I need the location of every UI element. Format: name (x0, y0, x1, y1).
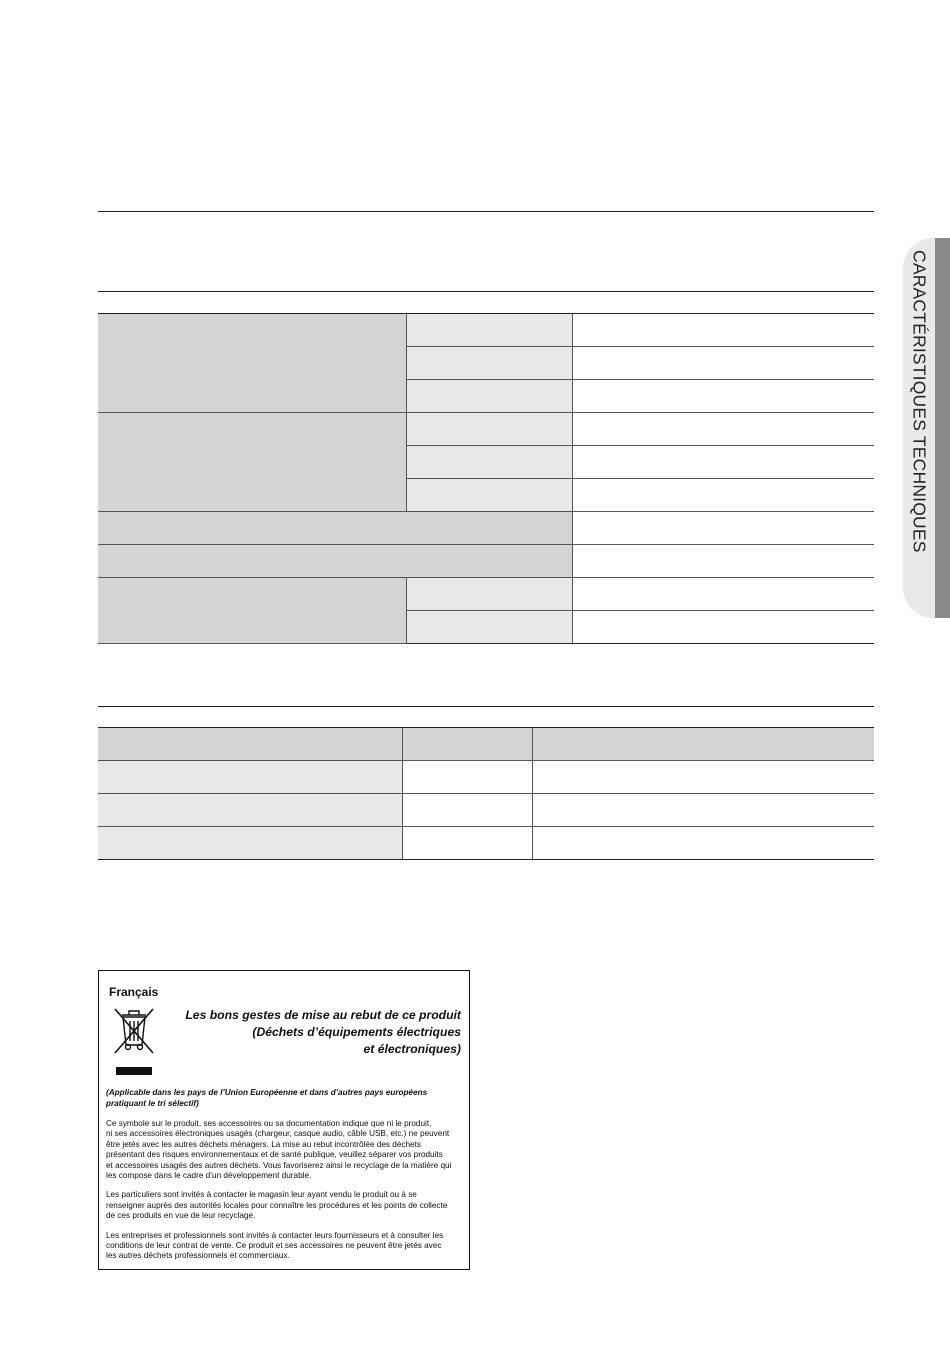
value-cell (572, 380, 874, 413)
group-cell (98, 413, 406, 512)
label-cell (98, 512, 572, 545)
label-cell (406, 578, 572, 611)
weee-language: Français (109, 985, 159, 999)
weee-paragraph: Les entreprises et professionnels sont invités à contacter leurs fournisseurs et à consulter les conditions de leur contrat de vente. Ce produit et ses accessoires ne peuvent être jetés avec les autres déchets professionnels et commerciaux. (106, 1230, 444, 1261)
section-rule-1 (98, 291, 874, 292)
label-cell (406, 479, 572, 512)
value-cell (572, 578, 874, 611)
table-row (98, 761, 874, 794)
value-cell (402, 794, 532, 827)
spec-table-1 (98, 313, 874, 644)
weee-header (106, 1003, 465, 1085)
label-cell (406, 314, 572, 347)
header-cell (402, 728, 532, 761)
value-cell (572, 479, 874, 512)
value-cell (402, 761, 532, 794)
header-cell (532, 728, 874, 761)
value-cell (402, 827, 532, 860)
value-cell (532, 827, 874, 860)
label-cell (406, 347, 572, 380)
weee-title: Les bons gestes de mise au rebut de ce produit (Déchets d’équipements électriques et électroniques) (185, 1008, 461, 1056)
label-cell (406, 611, 572, 644)
value-cell (532, 761, 874, 794)
section-tab-bar (935, 238, 950, 618)
label-cell (406, 413, 572, 446)
table-row (98, 827, 874, 860)
table-row (98, 413, 874, 446)
weee-paragraph: Ce symbole sur le produit, ses accessoires ou sa documentation indique que ni le produit, ni ses accessoires électroniques usagés (chargeur, casque audio, câble USB, etc.) ne peuvent être jetés avec les autres déchets ménagers. La mise au rebut incontrôlée des déchets présentant des risques environnementaux et de santé publique, veuillez séparer vos produits et accessoires usagés des autres déchets. Vous favoriserez ainsi le recyclage de la matière qui les compose dans le cadre d’un développement durable. (106, 1119, 452, 1181)
spec-table-2 (98, 727, 874, 860)
top-rule (98, 211, 874, 212)
table-header-row (98, 728, 874, 761)
label-cell (98, 761, 402, 794)
section-rule-2 (98, 706, 874, 707)
table-row (98, 545, 874, 578)
weee-notice (98, 970, 470, 1270)
crossed-bin-icon (112, 1005, 156, 1081)
value-cell (572, 545, 874, 578)
label-cell (98, 794, 402, 827)
value-cell (572, 347, 874, 380)
label-cell (406, 446, 572, 479)
table-row (98, 578, 874, 611)
group-cell (98, 578, 406, 644)
value-cell (572, 611, 874, 644)
value-cell (572, 446, 874, 479)
value-cell (572, 413, 874, 446)
value-cell (572, 512, 874, 545)
label-cell (406, 380, 572, 413)
table-row (98, 512, 874, 545)
table-row (98, 314, 874, 347)
label-cell (98, 545, 572, 578)
table-row (98, 794, 874, 827)
section-tab-label: CARACTÉRISTIQUES TECHNIQUES (909, 250, 930, 553)
value-cell (532, 794, 874, 827)
weee-paragraph: Les particuliers sont invités à contacter le magasin leur ayant vendu le produit ou à se renseigner auprès des autorités locales pour connaître les procédures et les points de collecte de ces produits en vue de leur recyclage. (106, 1190, 448, 1221)
weee-applicable-note: (Applicable dans les pays de l’Union Européenne et dans d’autres pays européens pratiquant le tri sélectif) (106, 1088, 428, 1108)
value-cell (572, 314, 874, 347)
label-cell (98, 827, 402, 860)
group-cell (98, 314, 406, 413)
header-cell (98, 728, 402, 761)
